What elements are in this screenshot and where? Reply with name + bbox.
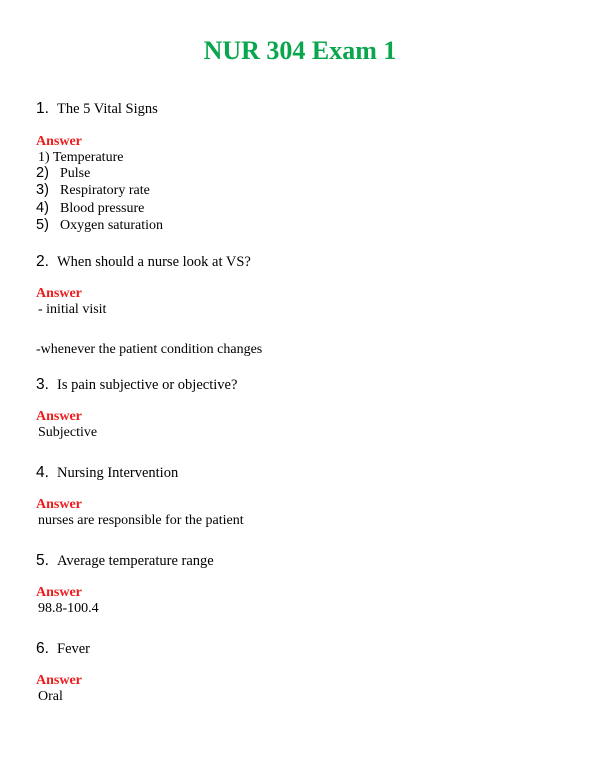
question-number: 4. <box>36 464 49 481</box>
question-text: The 5 Vital Signs <box>57 101 158 117</box>
answer-line: nurses are responsible for the patient <box>38 513 244 528</box>
question-text: When should a nurse look at VS? <box>57 254 251 270</box>
answer-label: Answer <box>36 673 82 688</box>
question-number: 1. <box>36 100 49 117</box>
answer-line: -whenever the patient condition changes <box>36 342 263 357</box>
question-text: Average temperature range <box>57 553 214 569</box>
question-text: Nursing Intervention <box>57 465 179 481</box>
answer-line: Subjective <box>38 425 98 440</box>
list-item-text: Oxygen saturation <box>60 218 164 233</box>
list-item-number: 2) <box>36 165 49 181</box>
answer-line: Oral <box>38 689 63 704</box>
question-text: Fever <box>57 641 91 657</box>
question-number: 5. <box>36 552 49 569</box>
answer-label: Answer <box>36 286 82 301</box>
question-number: 3. <box>36 376 49 393</box>
answer-label: Answer <box>36 409 82 424</box>
question-text: Is pain subjective or objective? <box>57 377 238 393</box>
answer-line: - initial visit <box>38 302 107 317</box>
page-title: NUR 304 Exam 1 <box>203 36 397 65</box>
answer-label: Answer <box>36 585 82 600</box>
list-item-text: Respiratory rate <box>60 183 150 198</box>
answer-label: Answer <box>36 497 82 512</box>
answer-line: 1) Temperature <box>38 150 124 165</box>
question-number: 2. <box>36 253 49 270</box>
answer-line: 98.8-100.4 <box>38 601 99 616</box>
list-item-number: 4) <box>36 200 49 216</box>
list-item-text: Pulse <box>60 166 91 181</box>
list-item-text: Blood pressure <box>60 201 145 216</box>
list-item-number: 5) <box>36 217 49 233</box>
list-item-number: 3) <box>36 182 49 198</box>
answer-label: Answer <box>36 134 82 149</box>
question-number: 6. <box>36 640 49 657</box>
